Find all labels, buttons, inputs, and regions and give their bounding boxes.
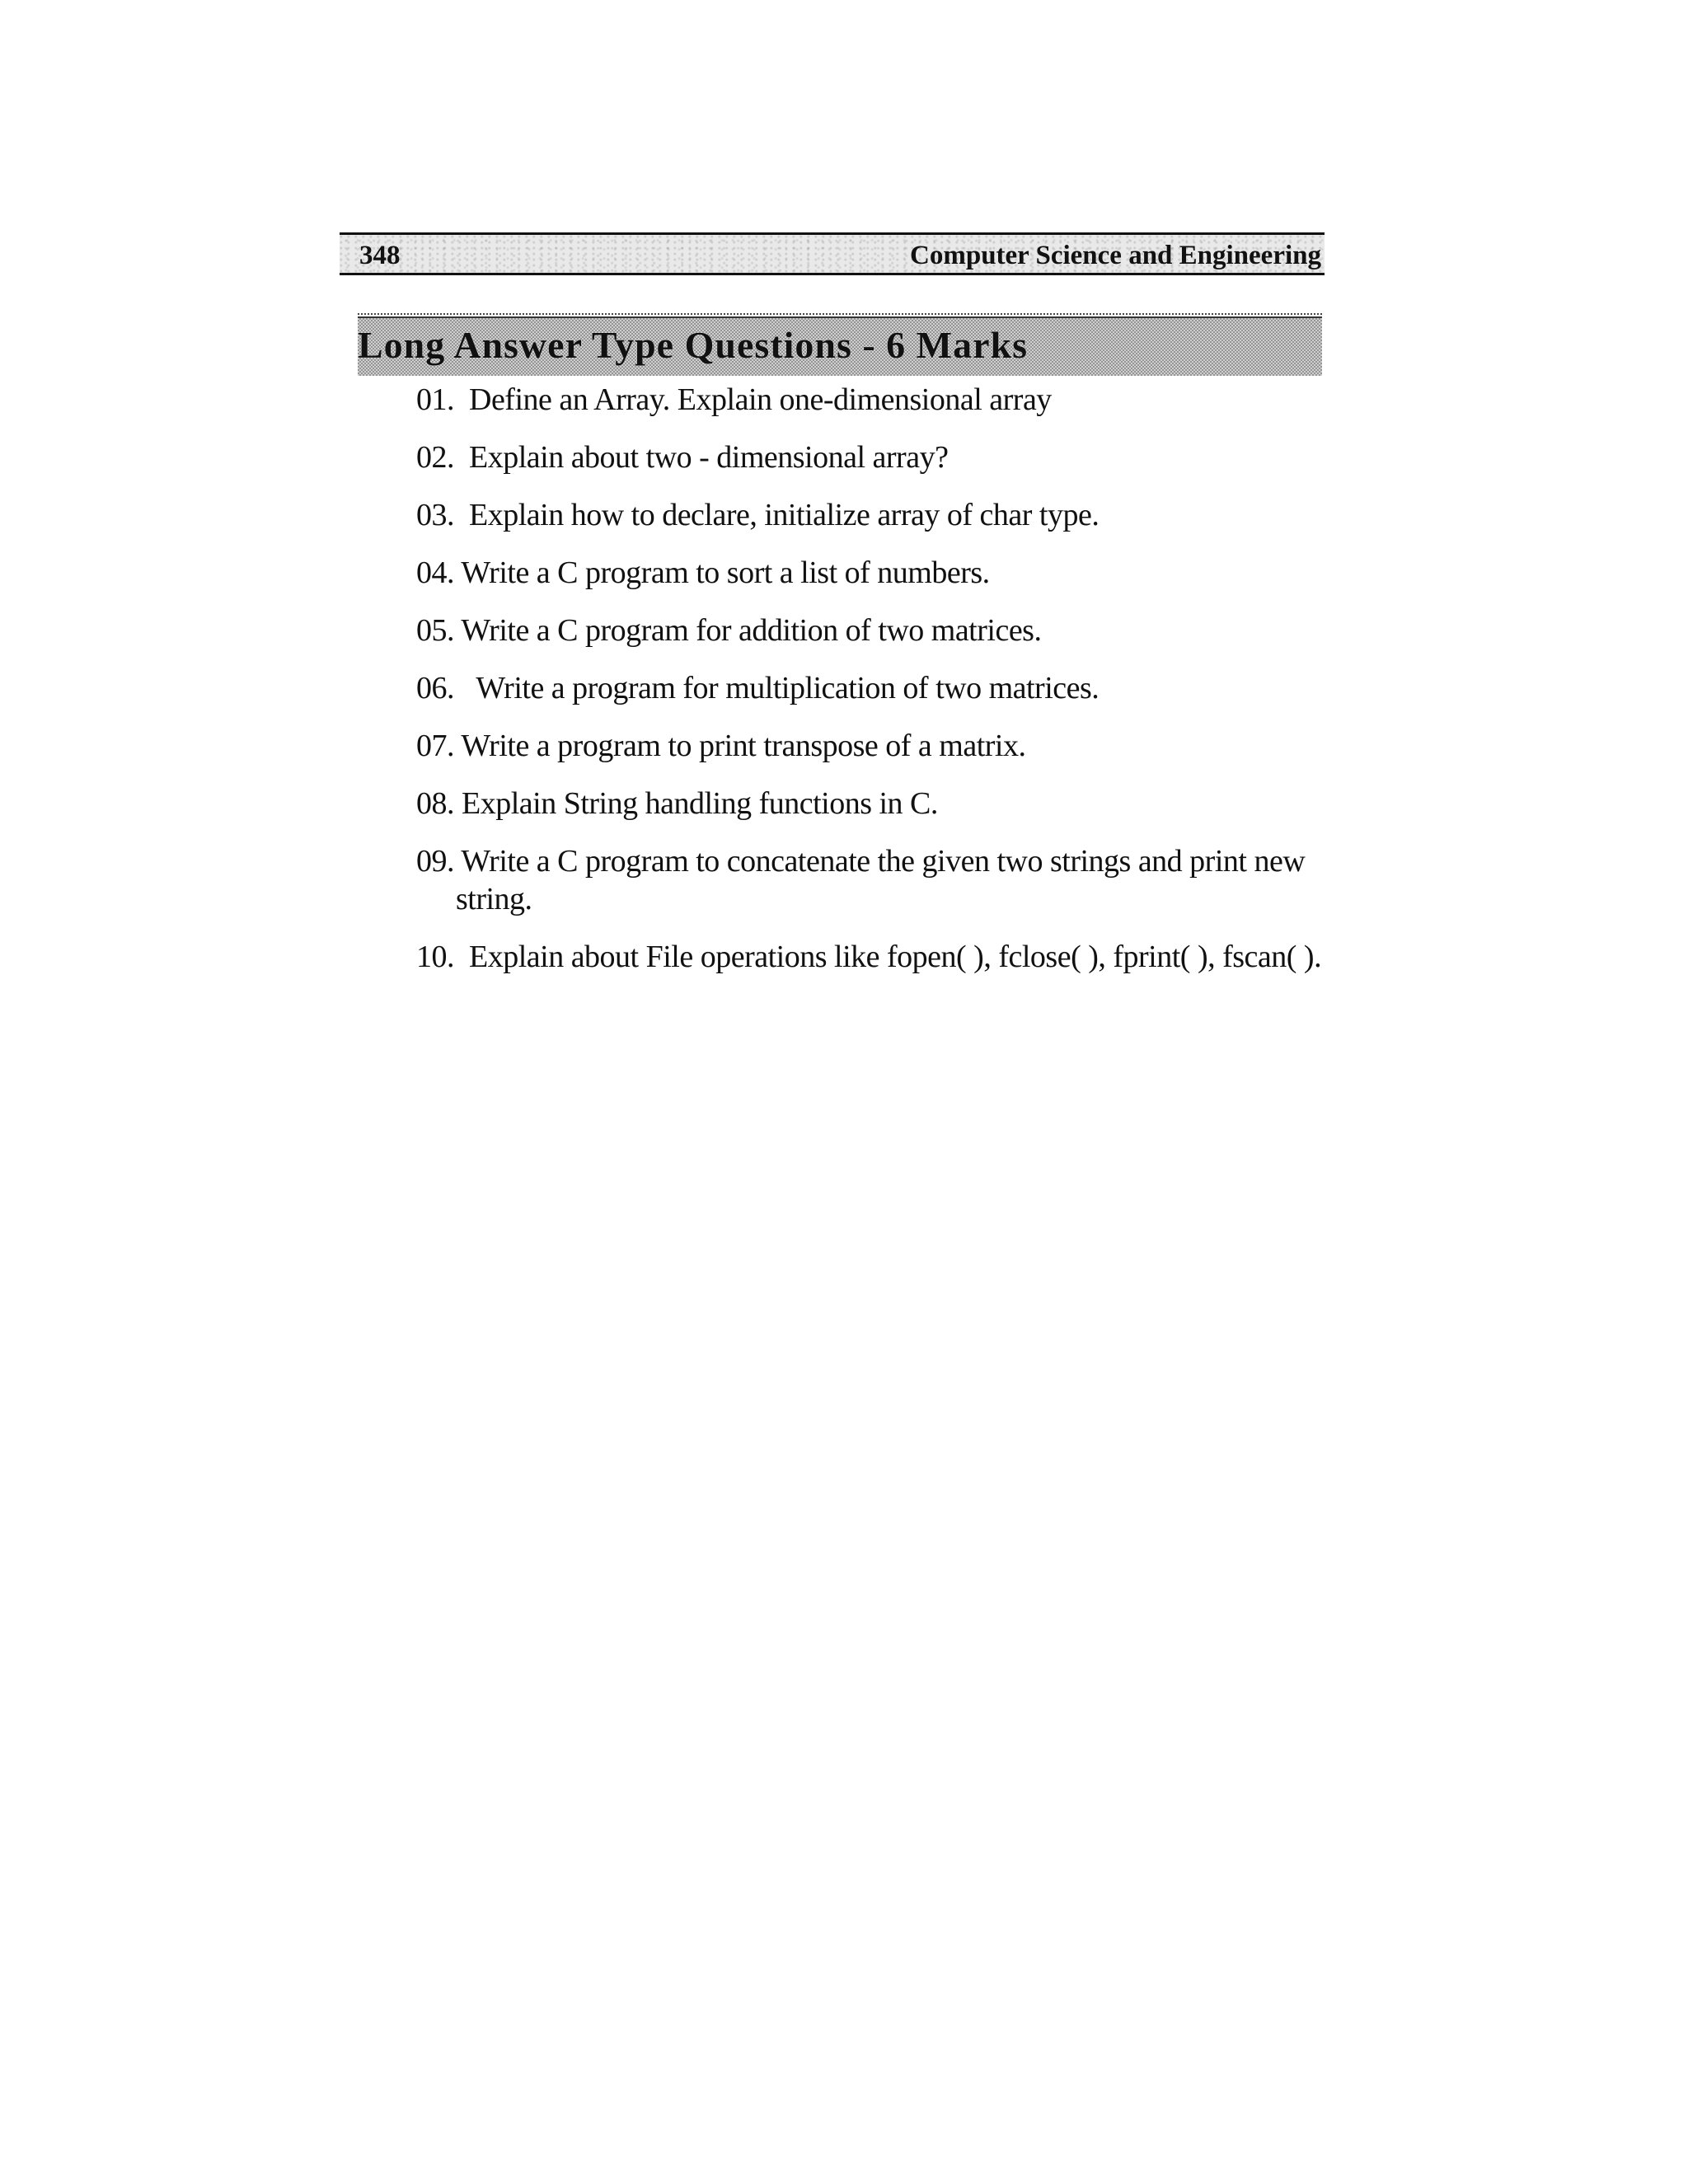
running-title: Computer Science and Engineering	[910, 241, 1321, 270]
question-item	[416, 612, 1331, 649]
question-item	[416, 842, 1331, 918]
section-title: Long Answer Type Questions - 6 Marks	[358, 324, 1028, 366]
question-text: Explain String handling functions in C.	[462, 786, 938, 821]
section-divider	[358, 313, 1322, 315]
question-number: 07.	[416, 729, 454, 763]
question-text: Write a program for multiplication of two matrices.	[476, 671, 1100, 705]
question-number: 04.	[416, 555, 454, 590]
question-number: 03.	[416, 498, 454, 532]
question-item	[416, 785, 1331, 823]
question-number: 02.	[416, 440, 454, 475]
question-list	[416, 381, 1331, 996]
question-item	[416, 554, 1331, 592]
question-text: Explain about File operations like fopen( ), fclose( ), fprint( ), fscan( ).	[469, 940, 1322, 974]
question-item	[416, 438, 1331, 476]
question-item	[416, 381, 1331, 419]
question-text: Write a C program to concatenate the given two strings and print new string.	[456, 844, 1306, 916]
question-number: 05.	[416, 613, 454, 648]
page-number: 348	[359, 241, 401, 270]
question-item	[416, 938, 1331, 976]
question-number: 08.	[416, 786, 454, 821]
question-text: Write a program to print transpose of a matrix.	[461, 729, 1026, 763]
question-item	[416, 496, 1331, 534]
question-text: Define an Array. Explain one-dimensional array	[469, 382, 1052, 417]
question-number: 01.	[416, 382, 454, 417]
question-number: 09.	[416, 844, 454, 879]
running-header	[340, 232, 1325, 275]
section-heading-band	[358, 316, 1322, 376]
question-item	[416, 727, 1331, 765]
question-text: Explain about two - dimensional array?	[469, 440, 949, 475]
question-text: Write a C program to sort a list of numbers.	[461, 555, 990, 590]
question-text: Write a C program for addition of two matrices.	[461, 613, 1042, 648]
question-item	[416, 669, 1331, 707]
question-text: Explain how to declare, initialize array of char type.	[469, 498, 1100, 532]
question-number: 06.	[416, 671, 454, 705]
question-number: 10.	[416, 940, 454, 974]
